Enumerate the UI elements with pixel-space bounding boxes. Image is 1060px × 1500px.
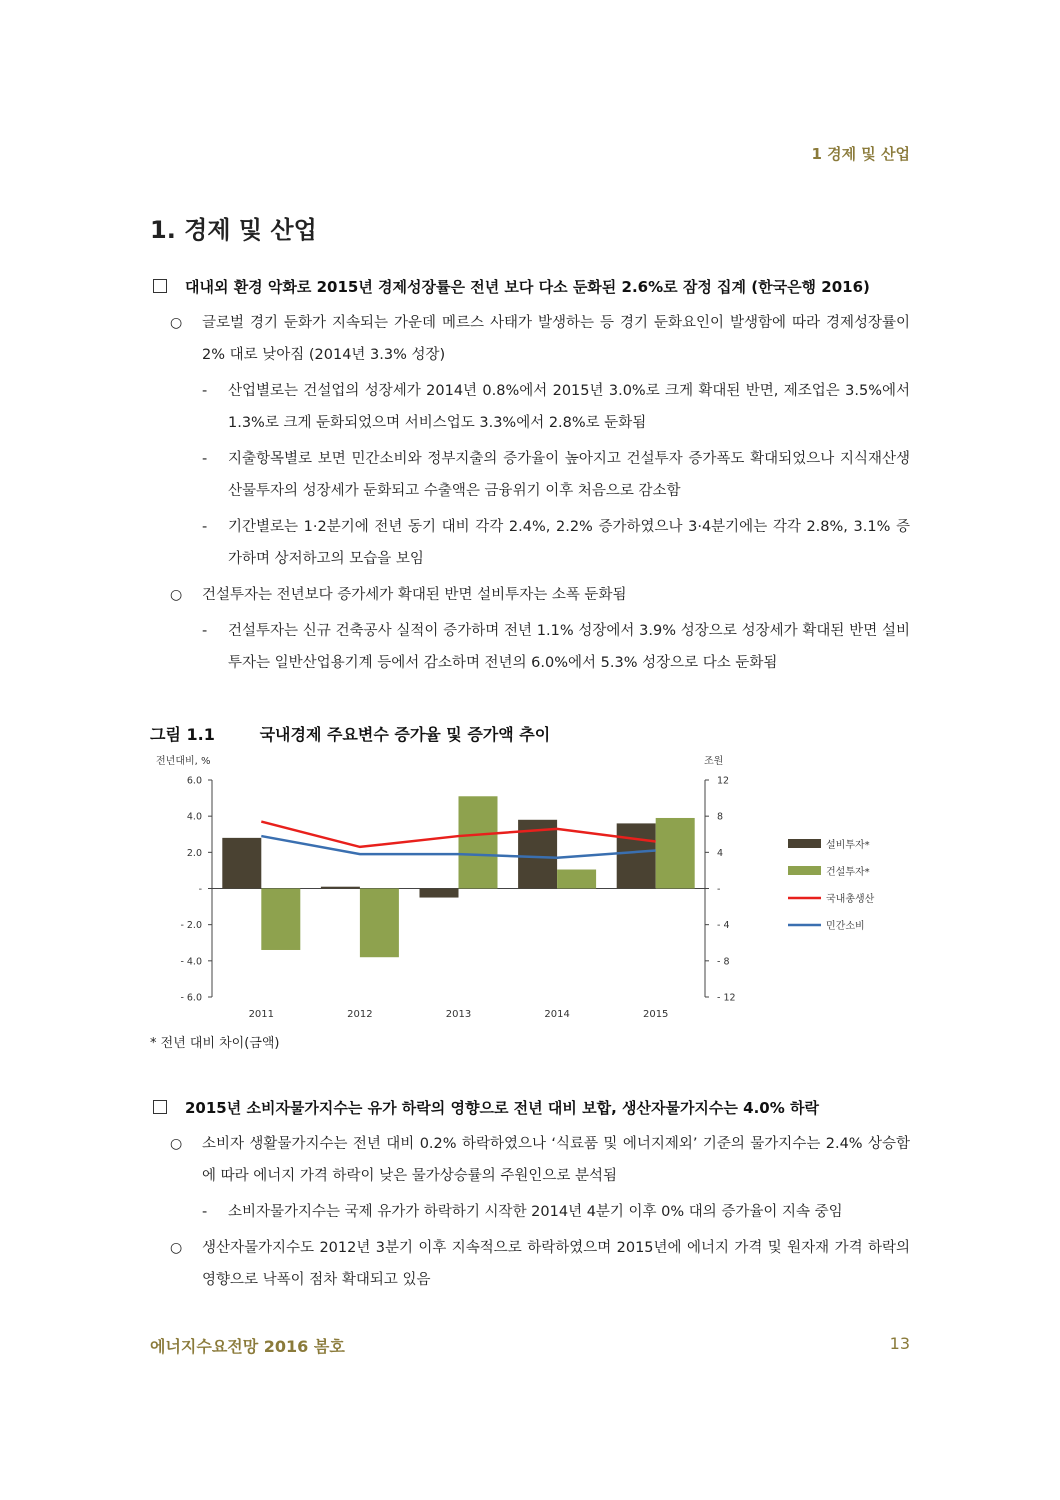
x-tick-label: 2014 — [544, 1009, 570, 1020]
block-1 — [150, 276, 910, 679]
block-2-heading: 2015년 소비자물가지수는 유가 하락의 영향으로 전년 대비 보합, 생산자물가지수는 4.0% 하락 — [150, 1097, 910, 1118]
right-axis-tick-label: 8 — [717, 811, 724, 823]
figure-number: 그림 1.1 — [150, 725, 215, 744]
right-axis-tick-label: - 12 — [717, 992, 736, 1004]
left-axis-tick-label: 2.0 — [186, 847, 202, 859]
legend-label: 건설투자* — [826, 867, 870, 878]
block-2 — [150, 1097, 910, 1296]
checkbox-square-icon — [153, 279, 167, 293]
figure-caption — [150, 722, 550, 745]
running-header: 1 경제 및 산업 — [811, 145, 910, 163]
list-item: ○ 글로벌 경기 둔화가 지속되는 가운데 메르스 사태가 발생하는 등 경기 둔화요인이 발생함에 따라 경제성장률이 2% 대로 낮아짐 (2014년 3.3% 성장) — [170, 315, 910, 363]
bar-equipment — [617, 823, 656, 888]
x-tick-label: 2015 — [642, 1009, 669, 1020]
list-item: ○ 생산자물가지수도 2012년 3분기 이후 지속적으로 하락하였으며 2015년에 에너지 가격 및 원자재 가격 하락의 영향으로 낙폭이 점차 확대되고 있음 — [170, 1240, 910, 1288]
list-item: - 지출항목별로 보면 민간소비와 정부지출의 증가율이 높아지고 건설투자 증가폭도 확대되었으나 지식재산생산물투자의 성장세가 둔화되고 수출액은 금융위기 이후 처음으로 감소함 — [202, 451, 910, 499]
right-axis-tick-label: - 4 — [717, 920, 730, 932]
list-item: ○ 소비자 생활물가지수는 전년 대비 0.2% 하락하였으나 ‘식료품 및 에너지제외’ 기준의 물가지수는 2.4% 상승함에 따라 에너지 가격 하락이 낮은 물가상승률의 주원인으로 분석됨 — [170, 1136, 910, 1184]
combo-chart — [150, 748, 910, 1028]
list-item: - 기간별로는 1·2분기에 전년 동기 대비 각각 2.4%, 2.2% 증가하였으나 3·4분기에는 각각 2.8%, 3.1% 증가하며 상저하고의 모습을 보임 — [202, 519, 910, 567]
left-axis-tick-label: - — [198, 884, 202, 895]
bar-equipment — [420, 889, 459, 898]
section-title: 1. 경제 및 산업 — [150, 216, 317, 244]
left-axis-tick-label: - 2.0 — [180, 920, 202, 932]
left-axis-label: 전년대비, % — [156, 756, 211, 767]
legend-swatch — [788, 839, 821, 848]
right-axis-tick-label: - 8 — [717, 956, 730, 968]
legend-swatch — [788, 866, 821, 875]
bar-equipment — [222, 838, 261, 889]
bar-equipment — [321, 887, 360, 889]
legend-label: 민간소비 — [826, 921, 865, 932]
bar-construction — [656, 818, 695, 889]
left-axis-tick-label: 4.0 — [186, 811, 202, 823]
block-1-heading: 대내외 환경 악화로 2015년 경제성장률은 전년 보다 다소 둔화된 2.6%로 잠정 집계 (한국은행 2016) — [150, 276, 910, 297]
checkbox-square-icon — [153, 1100, 167, 1114]
x-tick-label: 2011 — [248, 1009, 275, 1020]
left-axis-tick-label: - 4.0 — [180, 956, 202, 968]
bar-construction — [459, 796, 498, 888]
bar-construction — [557, 870, 596, 889]
legend-label: 국내총생산 — [826, 894, 875, 905]
list-item: ○ 건설투자는 전년보다 증가세가 확대된 반면 설비투자는 소폭 둔화됨 — [170, 587, 627, 603]
list-item: - 산업별로는 건설업의 성장세가 2014년 0.8%에서 2015년 3.0%로 크게 확대된 반면, 제조업은 3.5%에서 1.3%로 크게 둔화되었으며 서비스업도 3.3%에서 2.8%로 둔화됨 — [202, 383, 910, 431]
x-tick-label: 2012 — [347, 1009, 373, 1020]
bar-construction — [360, 889, 399, 958]
list-item: - 소비자물가지수는 국제 유가가 하락하기 시작한 2014년 4분기 이후 0% 대의 증가율이 지속 중임 — [202, 1204, 843, 1220]
bar-construction — [261, 889, 300, 950]
right-axis-tick-label: 4 — [717, 847, 724, 859]
list-item: - 건설투자는 신규 건축공사 실적이 증가하며 전년 1.1% 성장에서 3.9% 성장으로 성장세가 확대된 반면 설비투자는 일반산업용기계 등에서 감소하며 전년의 6.0%에서 5.3% 성장으로 다소 둔화됨 — [202, 623, 910, 671]
x-tick-label: 2013 — [445, 1009, 472, 1020]
right-axis-label: 조원 — [704, 756, 724, 767]
left-axis-tick-label: 6.0 — [186, 775, 202, 787]
publication-title: 에너지수요전망 2016 봄호 — [150, 1337, 345, 1356]
right-axis-tick-label: 12 — [717, 775, 730, 787]
page-number: 13 — [889, 1334, 910, 1353]
legend-label: 설비투자* — [826, 840, 870, 851]
figure-title: 국내경제 주요변수 증가율 및 증가액 추이 — [259, 725, 551, 744]
right-axis-tick-label: - — [717, 884, 721, 895]
left-axis-tick-label: - 6.0 — [180, 992, 202, 1004]
figure-footnote: * 전년 대비 차이(금액) — [150, 1036, 280, 1051]
